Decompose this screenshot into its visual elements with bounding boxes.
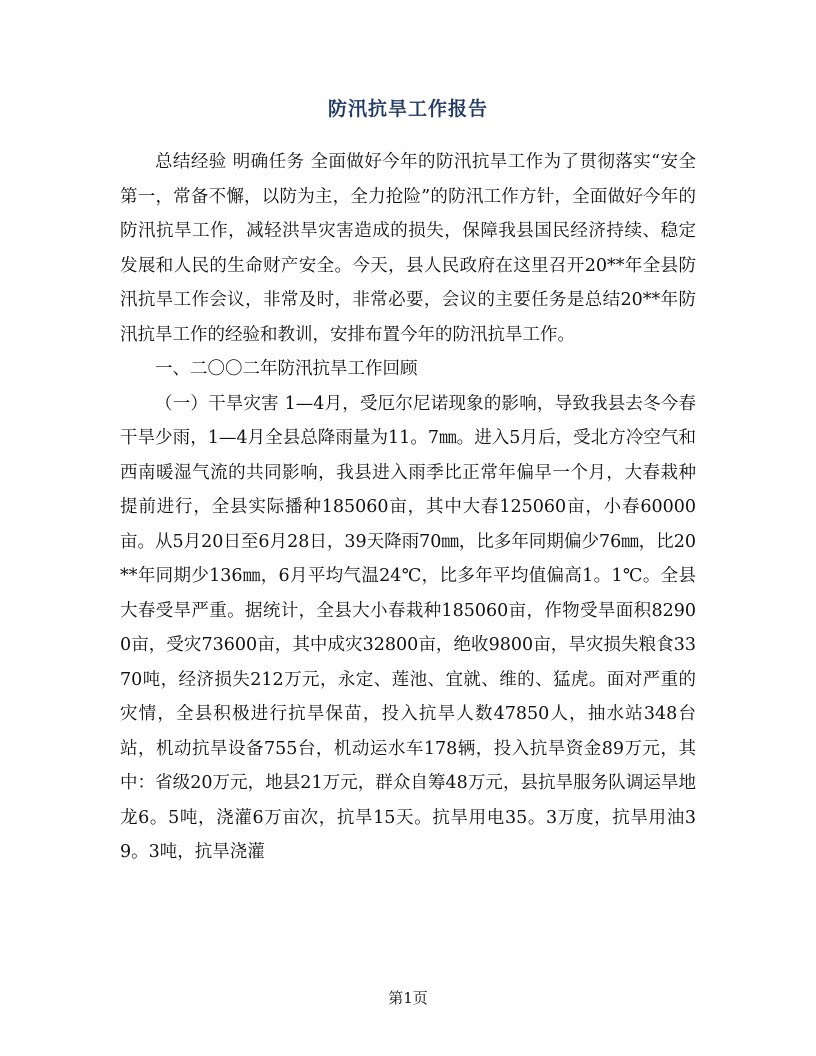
paragraph-intro: 总结经验 明确任务 全面做好今年的防汛抗旱工作为了贯彻落实“安全第一，常备不懈，以防为主，全力抢险”的防汛工作方针，全面做好今年的防汛抗旱工作，减轻洪旱灾害造成的损失，保障我县国民经济持续、稳定发展和人民的生命财产安全。今天，县人民政府在这里召开20**年全县防汛抗旱工作会议，非常及时，非常必要，会议的主要任务是总结20**年防汛抗旱工作的经验和教训，安排布置今年的防汛抗旱工作。: [120, 152, 696, 345]
document-title: 防汛抗旱工作报告: [327, 98, 488, 120]
paragraph-drought-disaster: （一）干旱灾害 1—4月，受厄尔尼诺现象的影响，导致我县去冬今春干旱少雨，1—4月全县总降雨量为11。7㎜。进入5月后，受北方冷空气和西南暖湿气流的共同影响，我县进入雨季比正常年偏早一个月，大春栽种提前进行，全县实际播种185060亩，其中大春125060亩，小春60000亩。从5月20日至6月28日，39天降雨70㎜，比多年同期偏少76㎜，比20**年同期少136㎜，6月平均气温24℃，比多年平均值偏高1。1℃。全县大春受旱严重。据统计，全县大小春栽种185060亩，作物受旱面积82900亩，受灾73600亩，其中成灾32800亩，绝收9800亩，旱灾损失粮食3370吨，经济损失212万元，永定、莲池、宜就、维的、猛虎。面对严重的灾情，全县积极进行抗旱保苗，投入抗旱人数47850人，抽水站348台站，机动抗旱设备755台，机动运水车178辆，投入抗旱资金89万元，其中：省级20万元，地县21万元，群众自筹48万元，县抗旱服务队调运旱地龙6。5吨，浇灌6万亩次，抗旱15天。抗旱用电35。3万度，抗旱用油39。3吨，抗旱浇灌: [120, 393, 696, 862]
page-number: 第1页: [388, 989, 428, 1007]
document-body: [120, 145, 696, 870]
section-heading-review: 一、二〇〇二年防汛抗旱工作回顾: [155, 359, 418, 379]
